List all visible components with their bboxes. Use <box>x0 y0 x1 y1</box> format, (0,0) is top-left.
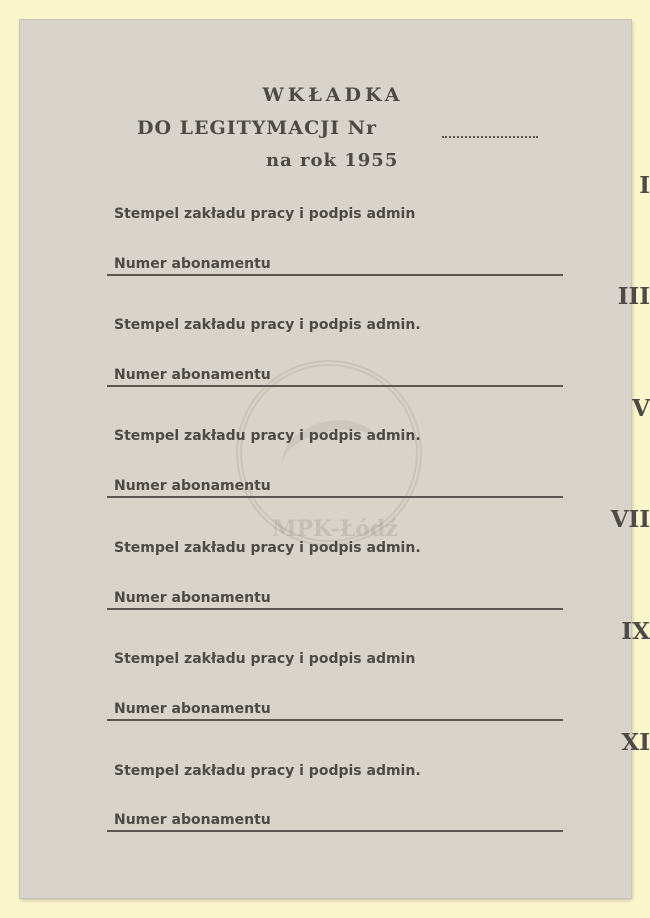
month-numeral: VII <box>610 506 650 533</box>
month-numeral: V <box>632 395 650 422</box>
title-line-1: WKŁADKA <box>262 84 404 106</box>
title-line-3: na rok 1955 <box>266 150 399 171</box>
numer-label: Numer abonamentu <box>114 478 271 494</box>
stamp-label: Stempel zakładu pracy i podpis admin. <box>114 317 421 333</box>
numer-label: Numer abonamentu <box>114 701 271 717</box>
stamp-label: Stempel zakładu pracy i podpis admin <box>114 651 416 667</box>
numer-label: Numer abonamentu <box>114 812 271 828</box>
numer-rule <box>107 608 563 610</box>
watermark-text: MPK-Łódź <box>272 516 398 542</box>
numer-rule <box>107 496 563 498</box>
stamp-label: Stempel zakładu pracy i podpis admin. <box>114 763 421 779</box>
stamp-label: Stempel zakładu pracy i podpis admin. <box>114 540 421 556</box>
numer-rule <box>107 719 563 721</box>
watermark-wing-icon <box>276 411 388 500</box>
numer-label: Numer abonamentu <box>114 590 271 606</box>
watermark-seal <box>236 360 422 546</box>
month-numeral: IX <box>621 618 650 645</box>
month-numeral: I <box>639 172 650 199</box>
month-numeral: XI <box>621 729 650 756</box>
numer-label: Numer abonamentu <box>114 367 271 383</box>
number-blank <box>442 135 538 138</box>
numer-rule <box>107 385 563 387</box>
title-line-2: DO LEGITYMACJI Nr <box>137 117 378 139</box>
numer-label: Numer abonamentu <box>114 256 271 272</box>
stamp-label: Stempel zakładu pracy i podpis admin <box>114 206 416 222</box>
month-numeral: III <box>617 283 650 310</box>
stamp-label: Stempel zakładu pracy i podpis admin. <box>114 428 421 444</box>
numer-rule <box>107 830 563 832</box>
numer-rule <box>107 274 563 276</box>
